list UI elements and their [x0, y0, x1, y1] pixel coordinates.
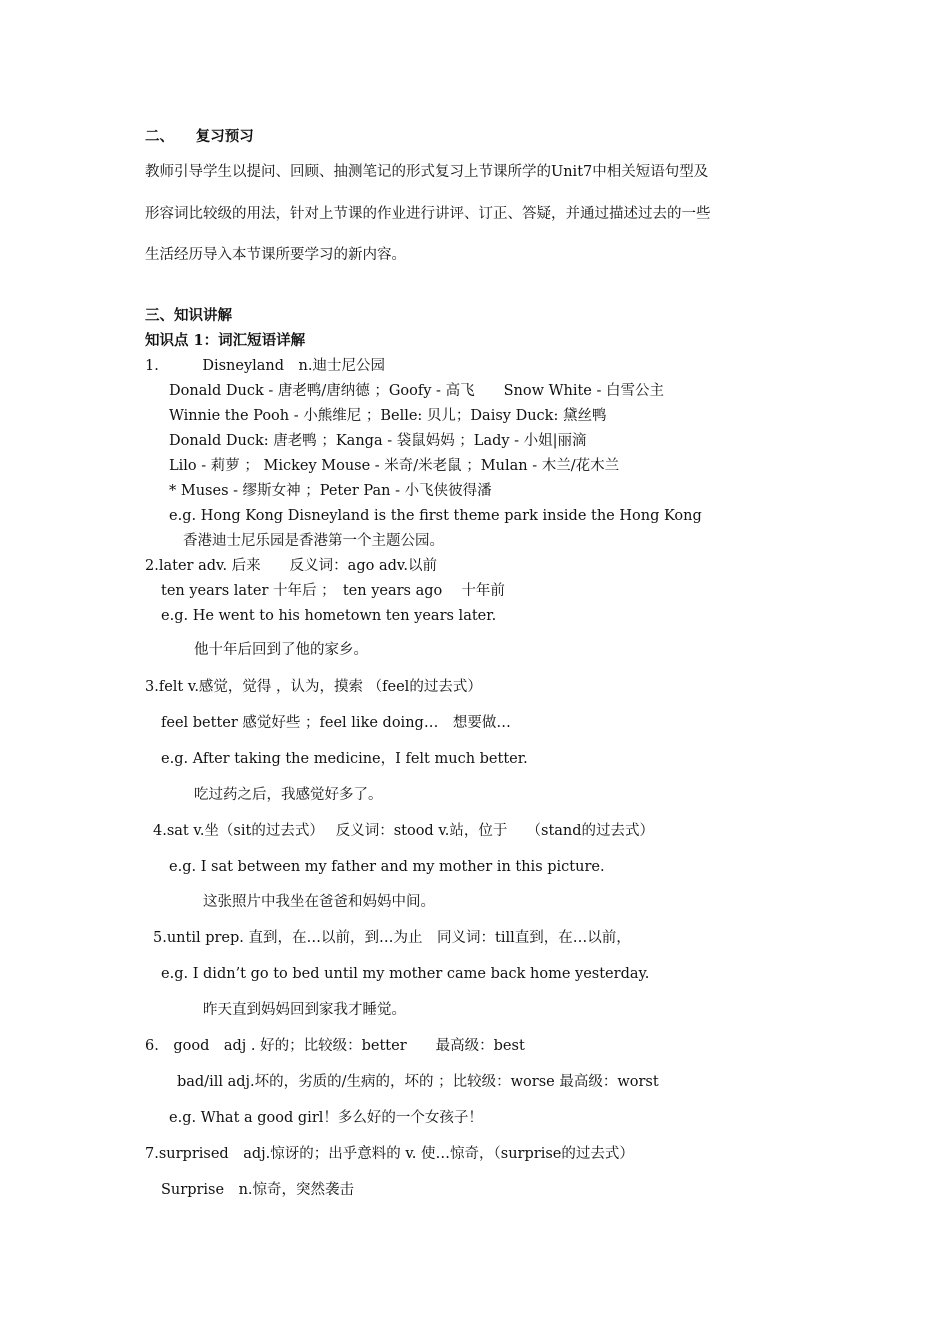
item-2-phrases: ten years later 十年后 ； ten years ago 十年前	[161, 583, 505, 599]
item-4-title: 4.sat v.坐（sit的过去式） 反义词：stood v.站，位于 （stand的过去式）	[153, 823, 655, 839]
item-7-title: 7.surprised adj.惊讶的；出乎意料的 v. 使…惊奇，（surprise的过去式）	[145, 1146, 634, 1162]
knowledge-point-heading: 知识点 1：词汇短语详解	[145, 332, 306, 349]
item-6-example: e.g. What a good girl！多么好的一个女孩子！	[169, 1110, 483, 1126]
item-1-example: e.g. Hong Kong Disneyland is the first theme park inside the Hong Kong	[169, 508, 702, 524]
item-5-example: e.g. I didn’t go to bed until my mother came back home yesterday.	[161, 966, 650, 982]
item-2-example: e.g. He went to his hometown ten years later.	[161, 608, 497, 624]
item-3-phrases: feel better 感觉好些 ；feel like doing… 想要做…	[161, 715, 511, 731]
item-1-line-2: Winnie the Pooh - 小熊维尼 ；Belle: 贝儿；Daisy Duck: 黛丝鸭	[169, 408, 607, 424]
item-3-example: e.g. After taking the medicine，I felt much better.	[161, 751, 528, 767]
item-5-title: 5.until prep. 直到，在…以前，到…为止 同义词：till直到，在…以前，	[153, 930, 631, 946]
item-6-title: 6. good adj . 好的；比较级：better 最高级：best	[145, 1038, 525, 1054]
item-1-line-3: Donald Duck: 唐老鸭 ；Kanga - 袋鼠妈妈 ；Lady - 小姐|丽滴	[169, 433, 587, 449]
item-7-noun: Surprise n.惊奇，突然袭击	[161, 1182, 355, 1198]
item-1-line-5: * Muses - 缪斯女神 ；Peter Pan - 小飞侠彼得潘	[169, 483, 492, 499]
item-1-translation: 香港迪士尼乐园是香港第一个主题公园。	[183, 533, 444, 549]
item-4-translation: 这张照片中我坐在爸爸和妈妈中间。	[203, 894, 435, 910]
item-3-title: 3.felt v.感觉，觉得 ，认为，摸索 （feel的过去式）	[145, 679, 482, 695]
section-review-heading: 二、 复习预习	[145, 128, 254, 145]
item-1-title: 1. Disneyland n.迪士尼公园	[145, 358, 385, 374]
item-3-translation: 吃过药之后，我感觉好多了。	[194, 787, 383, 803]
review-paragraph-line-3: 生活经历导入本节课所要学习的新内容。	[145, 247, 406, 263]
item-2-translation: 他十年后回到了他的家乡。	[194, 642, 368, 658]
item-6-comparison: bad/ill adj.坏的，劣质的/生病的，坏的 ；比较级：worse 最高级：worst	[177, 1074, 659, 1090]
section-knowledge-heading: 三、知识讲解	[145, 307, 232, 324]
review-paragraph-line-2: 形容词比较级的用法，针对上节课的作业进行讲评、订正、答疑，并通过描述过去的一些	[145, 206, 711, 222]
item-2-title: 2.later adv. 后来 反义词：ago adv.以前	[145, 558, 437, 574]
item-1-line-1: Donald Duck - 唐老鸭/唐纳德 ；Goofy - 高飞 Snow White - 白雪公主	[169, 383, 664, 399]
review-paragraph-line-1: 教师引导学生以提问、回顾、抽测笔记的形式复习上节课所学的Unit7中相关短语句型及	[145, 164, 709, 180]
item-5-translation: 昨天直到妈妈回到家我才睡觉。	[203, 1002, 406, 1018]
item-1-line-4: Lilo - 莉萝 ； Mickey Mouse - 米奇/米老鼠 ；Mulan - 木兰/花木兰	[169, 458, 620, 474]
item-4-example: e.g. I sat between my father and my mother in this picture.	[169, 859, 605, 875]
